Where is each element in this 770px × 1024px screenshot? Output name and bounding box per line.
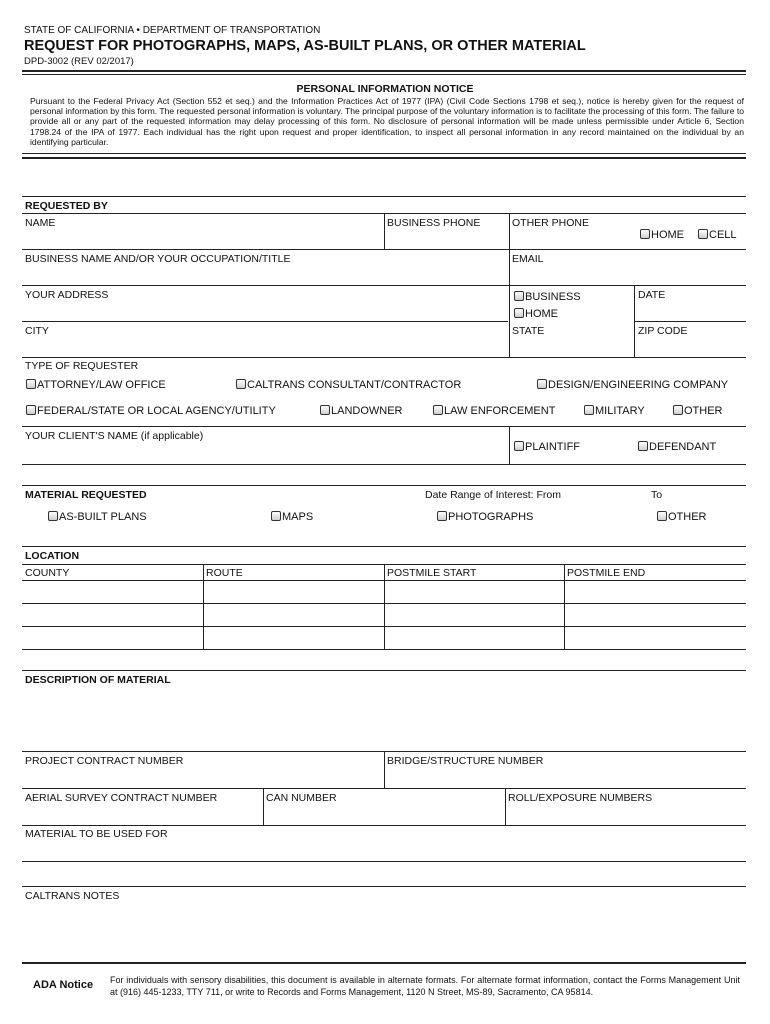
cell-phone-option[interactable]: CELL (698, 229, 737, 241)
aerial-survey-label: AERIAL SURVEY CONTRACT NUMBER (25, 792, 218, 804)
form-id: DPD-3002 (REV 02/2017) (24, 56, 134, 67)
divider (203, 564, 204, 649)
route-col-header: ROUTE (206, 567, 243, 579)
rule (22, 285, 746, 286)
route-field[interactable] (205, 605, 382, 624)
state-label: STATE (512, 325, 545, 337)
bridge-field[interactable] (386, 767, 745, 787)
divider (384, 751, 385, 788)
business-phone-field[interactable] (386, 228, 506, 248)
address-field[interactable] (24, 300, 506, 320)
defendant-option[interactable]: DEFENDANT (638, 441, 716, 453)
business-name-field[interactable] (24, 264, 506, 284)
checkbox-icon (48, 511, 58, 521)
checkbox-icon (698, 229, 708, 239)
used-for-label: MATERIAL TO BE USED FOR (25, 828, 168, 840)
county-field[interactable] (24, 582, 201, 601)
address-home-option[interactable]: HOME (514, 308, 558, 320)
rule (22, 825, 746, 826)
postmile-start-field[interactable] (386, 628, 562, 647)
rule (22, 861, 746, 862)
client-name-field[interactable] (24, 442, 506, 462)
date-field[interactable] (637, 300, 745, 320)
notice-rule (22, 157, 746, 159)
postmile-end-field[interactable] (566, 582, 745, 601)
rule (22, 670, 746, 671)
requester-type-heading: TYPE OF REQUESTER (25, 360, 139, 372)
requester-design-option[interactable]: DESIGN/ENGINEERING COMPANY (537, 379, 728, 391)
rule (22, 464, 746, 465)
checkbox-icon (320, 405, 330, 415)
city-field[interactable] (24, 336, 506, 356)
postmile-end-col-header: POSTMILE END (567, 567, 646, 579)
requester-military-option[interactable]: MILITARY (584, 405, 645, 417)
date-from-field[interactable] (572, 486, 642, 502)
zip-field[interactable] (637, 336, 745, 356)
rule (22, 321, 508, 322)
material-heading: MATERIAL REQUESTED (25, 489, 147, 501)
requester-landowner-option[interactable]: LANDOWNER (320, 405, 403, 417)
address-business-option[interactable]: BUSINESS (514, 291, 581, 303)
plaintiff-option[interactable]: PLAINTIFF (514, 441, 580, 453)
description-field[interactable] (24, 690, 745, 748)
rule (22, 426, 746, 427)
route-field[interactable] (205, 582, 382, 601)
business-phone-label: BUSINESS PHONE (387, 217, 481, 229)
checkbox-icon (673, 405, 683, 415)
state-field[interactable] (511, 336, 631, 356)
agency-line: STATE OF CALIFORNIA • DEPARTMENT OF TRANSPORTATION (24, 25, 321, 36)
project-contract-label: PROJECT CONTRACT NUMBER (25, 755, 184, 767)
postmile-end-field[interactable] (566, 628, 745, 647)
roll-exposure-field[interactable] (507, 804, 745, 824)
checkbox-icon (638, 441, 648, 451)
checkbox-icon (271, 511, 281, 521)
county-field[interactable] (24, 605, 201, 624)
ada-rule (22, 962, 746, 964)
checkbox-icon (537, 379, 547, 389)
client-name-label: YOUR CLIENT'S NAME (if applicable) (25, 430, 204, 442)
checkbox-icon (640, 229, 650, 239)
checkbox-icon (26, 379, 36, 389)
requested-by-top-rule (22, 196, 746, 197)
material-maps-option[interactable]: MAPS (271, 511, 313, 523)
notice-rule-thin (22, 153, 746, 154)
other-phone-label: OTHER PHONE (512, 217, 590, 229)
rule (634, 321, 746, 322)
notice-body: Pursuant to the Federal Privacy Act (Section 552 et seq.) and the Information Practices Act of 1977 (IPA) (Civil Code Sections 1798 et seq.), notice is hereby given for the request of personal information by this form. The requested personal information is voluntary. The principal purpose of the voluntary information is to facilitate the processing of this form. The failure to provide all or any part of the requested information may delay processing of this form. No disclosure of personal information will be made unless permissible under Article 6, Section 1798.24 of the IPA of 1977. Each individual has the right upon request and proper identification, to inspect all personal information in any record maintained on the individual by an identifying particular. (30, 96, 744, 147)
project-contract-field[interactable] (24, 767, 382, 787)
postmile-start-field[interactable] (386, 582, 562, 601)
roll-exposure-label: ROLL/EXPOSURE NUMBERS (508, 792, 653, 804)
rule (22, 546, 746, 547)
address-label: YOUR ADDRESS (25, 289, 109, 301)
county-field[interactable] (24, 628, 201, 647)
form-title: REQUEST FOR PHOTOGRAPHS, MAPS, AS-BUILT PLANS, OR OTHER MATERIAL (24, 38, 586, 54)
checkbox-icon (236, 379, 246, 389)
rule (22, 886, 746, 887)
date-range-to-label: To (651, 489, 663, 501)
description-heading: DESCRIPTION OF MATERIAL (25, 674, 171, 686)
email-field[interactable] (511, 264, 745, 284)
material-as-built-option[interactable]: AS-BUILT PLANS (48, 511, 147, 523)
zip-label: ZIP CODE (638, 325, 688, 337)
divider (509, 426, 510, 464)
business-name-label: BUSINESS NAME AND/OR YOUR OCCUPATION/TITLE (25, 253, 291, 265)
divider (263, 788, 264, 825)
requester-law-enforcement-option[interactable]: LAW ENFORCEMENT (433, 405, 555, 417)
rule (22, 649, 746, 650)
requester-attorney-option[interactable]: ATTORNEY/LAW OFFICE (26, 379, 166, 391)
header-rule-thin (22, 74, 746, 75)
rule (22, 357, 746, 358)
checkbox-icon (657, 511, 667, 521)
checkbox-icon (514, 441, 524, 451)
rule (22, 788, 746, 789)
can-number-field[interactable] (265, 804, 503, 824)
postmile-end-field[interactable] (566, 605, 745, 624)
checkbox-icon (437, 511, 447, 521)
checkbox-icon (514, 308, 524, 318)
requested-by-heading: REQUESTED BY (25, 200, 108, 212)
home-phone-option[interactable]: HOME (640, 229, 684, 241)
location-heading: LOCATION (25, 550, 80, 562)
can-number-label: CAN NUMBER (266, 792, 337, 804)
material-photographs-option[interactable]: PHOTOGRAPHS (437, 511, 533, 523)
name-label: NAME (25, 217, 56, 229)
divider (505, 788, 506, 825)
date-to-field[interactable] (666, 486, 744, 502)
used-for-field[interactable] (24, 841, 745, 885)
date-range-from-label: Date Range of Interest: From (425, 489, 561, 501)
notice-heading: PERSONAL INFORMATION NOTICE (296, 83, 474, 95)
ada-text: For individuals with sensory disabilities, this document is available in alternate formats. For alternate format information, contact the Forms Management Unit at (916) 445-1233, TTY 711, or write to Records and Forms Management, 1120 N Street, MS-89, Sacramento, CA 95814. (110, 975, 740, 997)
checkbox-icon (514, 291, 524, 301)
requester-agency-option[interactable]: FEDERAL/STATE OR LOCAL AGENCY/UTILITY (26, 405, 276, 417)
email-label: EMAIL (512, 253, 544, 265)
name-field[interactable] (24, 228, 382, 248)
route-field[interactable] (205, 628, 382, 647)
caltrans-notes-label: CALTRANS NOTES (25, 890, 120, 902)
ada-heading: ADA Notice (33, 979, 94, 991)
divider (384, 564, 385, 649)
header-rule (22, 70, 746, 72)
checkbox-icon (26, 405, 36, 415)
county-col-header: COUNTY (25, 567, 70, 579)
requester-consultant-option[interactable]: CALTRANS CONSULTANT/CONTRACTOR (236, 379, 461, 391)
rule (22, 249, 746, 250)
bridge-label: BRIDGE/STRUCTURE NUMBER (387, 755, 544, 767)
postmile-start-field[interactable] (386, 605, 562, 624)
checkbox-icon (584, 405, 594, 415)
requester-other-option[interactable]: OTHER (673, 405, 723, 417)
aerial-survey-field[interactable] (24, 804, 261, 824)
checkbox-icon (433, 405, 443, 415)
divider (384, 213, 385, 249)
divider (564, 564, 565, 649)
postmile-start-col-header: POSTMILE START (387, 567, 477, 579)
date-label: DATE (638, 289, 666, 301)
caltrans-notes-field[interactable] (24, 903, 745, 959)
city-label: CITY (25, 325, 49, 337)
material-other-option[interactable]: OTHER (657, 511, 707, 523)
